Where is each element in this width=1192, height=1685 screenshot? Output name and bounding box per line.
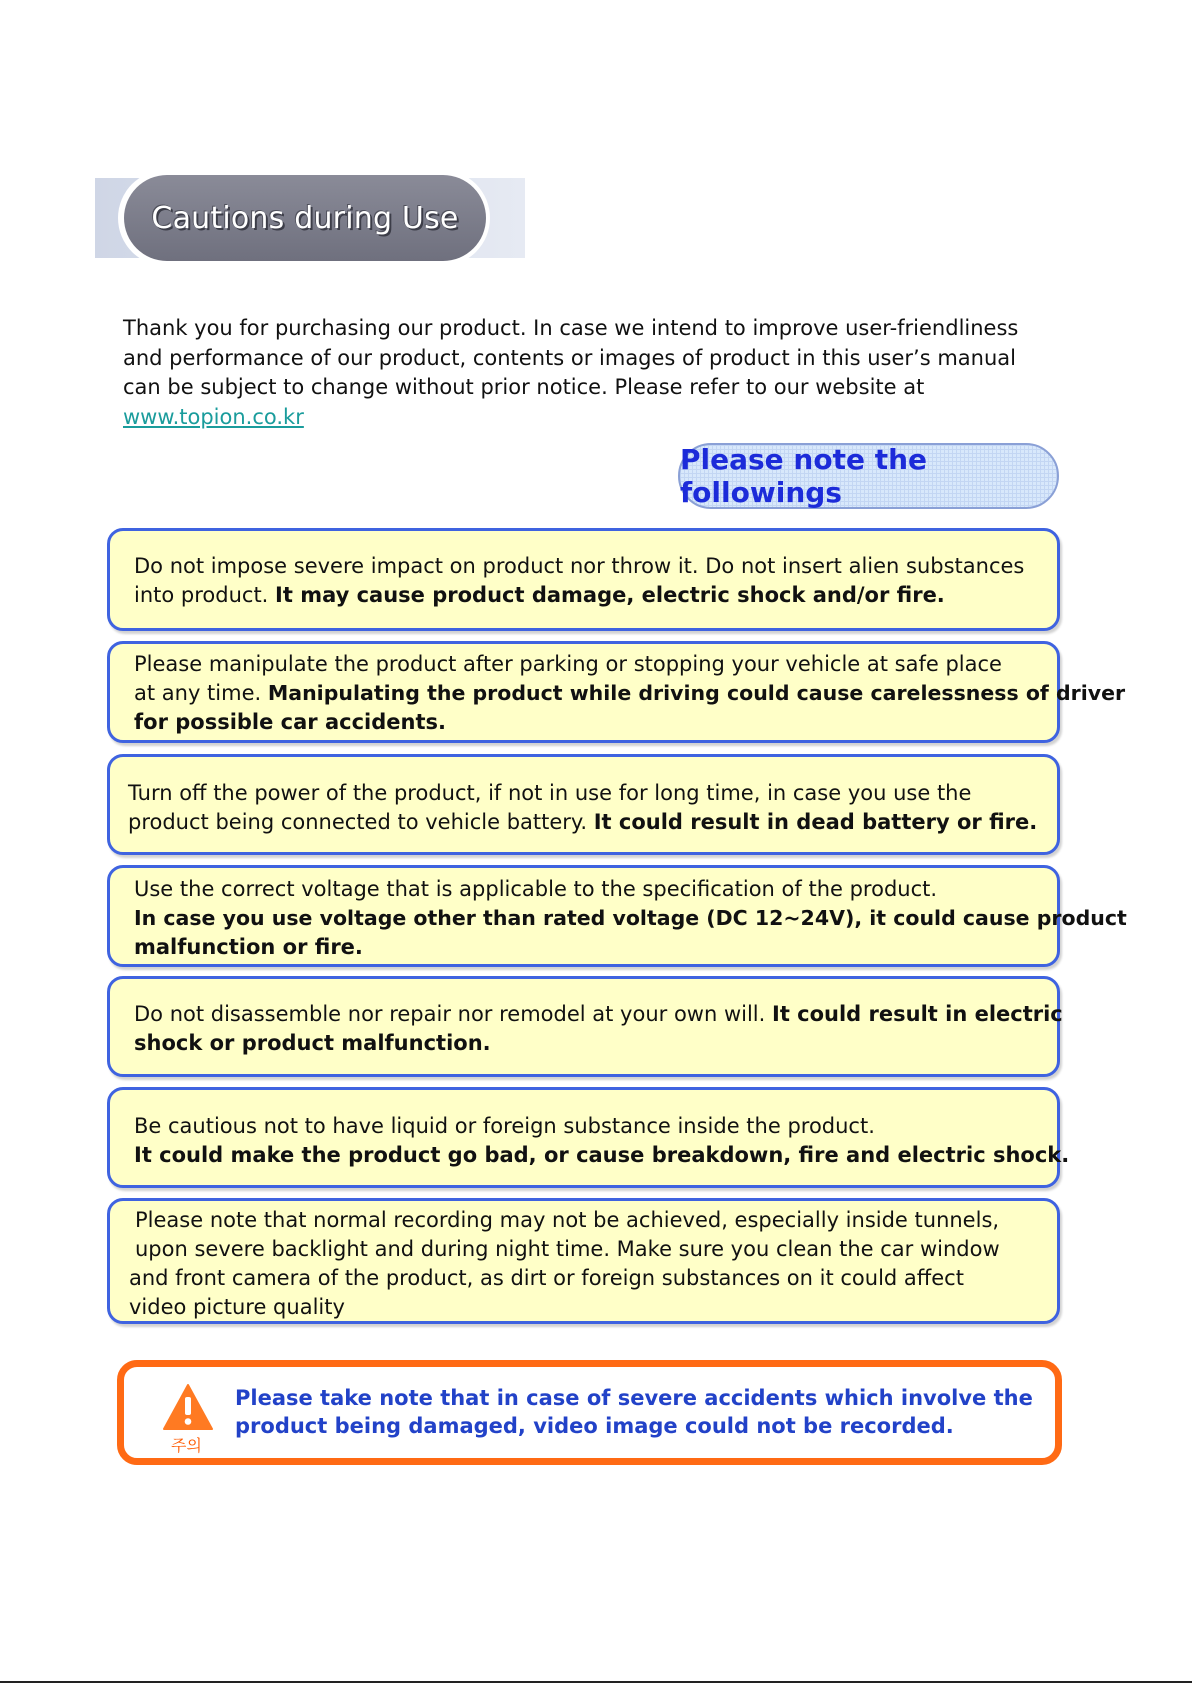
warning-label: 주의	[171, 1436, 202, 1455]
caution-emphasis: malfunction or fire.	[134, 935, 363, 959]
caution-box-5	[107, 976, 1063, 1077]
intro-line: Thank you for purchasing our product. In case we intend to improve user-friendliness	[123, 316, 1019, 340]
caution-line: into product. It may cause product damage, electric shock and/or fire.	[134, 583, 945, 607]
caution-line: Be cautious not to have liquid or foreign substance inside the product.	[134, 1114, 875, 1138]
bottom-rule	[0, 1681, 1192, 1683]
caution-emphasis: It could result in dead battery or fire.	[593, 810, 1038, 834]
caution-line: Please note that normal recording may not be achieved, especially inside tunnels,	[135, 1208, 1000, 1232]
caution-emphasis: In case you use voltage other than rated voltage (DC 12~24V), it could cause product	[134, 906, 1127, 930]
caution-emphasis: Manipulating the product while driving could cause carelessness of driver	[267, 681, 1126, 705]
caution-line	[134, 904, 1127, 934]
caution-line: product being connected to vehicle battery. It could result in dead battery or fire.	[128, 810, 1038, 834]
caution-line: Use the correct voltage that is applicable to the specification of the product.	[134, 877, 938, 901]
caution-line: Turn off the power of the product, if not in use for long time, in case you use the	[128, 781, 972, 805]
warning-line: Please take note that in case of severe accidents which involve the	[235, 1386, 1033, 1410]
caution-line: Do not disassemble nor repair nor remodel at your own will. It could result in electric	[134, 1002, 1063, 1026]
page-title: Cautions during Use	[151, 200, 459, 236]
caution-emphasis: It could result in electric	[772, 1002, 1063, 1026]
title-pill	[124, 175, 486, 261]
note-heading-pill	[678, 443, 1059, 509]
note-heading: Please note the followings	[680, 443, 928, 509]
intro-line: can be subject to change without prior notice. Please refer to our website at	[123, 375, 925, 399]
intro-line: and performance of our product, contents or images of product in this user’s manual	[123, 345, 1016, 370]
caution-line: upon severe backlight and during night time. Make sure you clean the car window	[135, 1237, 1000, 1261]
caution-line	[134, 708, 446, 738]
caution-emphasis: shock or product malfunction.	[134, 1031, 491, 1055]
caution-box-1	[107, 528, 1060, 631]
caution-line: video picture quality	[129, 1295, 345, 1319]
caution-line: at any time. Manipulating the product while driving could cause carelessness of driver	[134, 681, 1126, 705]
intro-paragraph	[123, 314, 1023, 432]
website-link[interactable]: www.topion.co.kr	[123, 404, 304, 429]
caution-emphasis: It could make the product go bad, or cause breakdown, fire and electric shock.	[134, 1143, 1070, 1167]
caution-line: and front camera of the product, as dirt or foreign substances on it could affect	[129, 1266, 964, 1290]
warning-box	[117, 1360, 1062, 1465]
caution-line	[134, 1141, 1069, 1171]
warning-text	[235, 1384, 1033, 1440]
caution-box-4	[107, 865, 1127, 967]
caution-emphasis: It may cause product damage, electric shock and/or fire.	[275, 583, 945, 607]
caution-box-3	[107, 754, 1060, 855]
caution-line	[134, 1029, 491, 1059]
warning-line: product being damaged, video image could not be recorded.	[235, 1414, 954, 1438]
caution-emphasis: for possible car accidents.	[134, 710, 446, 734]
caution-box-7	[107, 1198, 1060, 1324]
caution-box-2	[107, 641, 1126, 743]
caution-line	[134, 933, 363, 963]
warning-triangle-icon	[162, 1383, 214, 1431]
caution-box-6	[107, 1087, 1070, 1188]
caution-line: Please manipulate the product after parking or stopping your vehicle at safe place	[134, 652, 1002, 676]
caution-line: Do not impose severe impact on product nor throw it. Do not insert alien substances	[134, 554, 1025, 578]
